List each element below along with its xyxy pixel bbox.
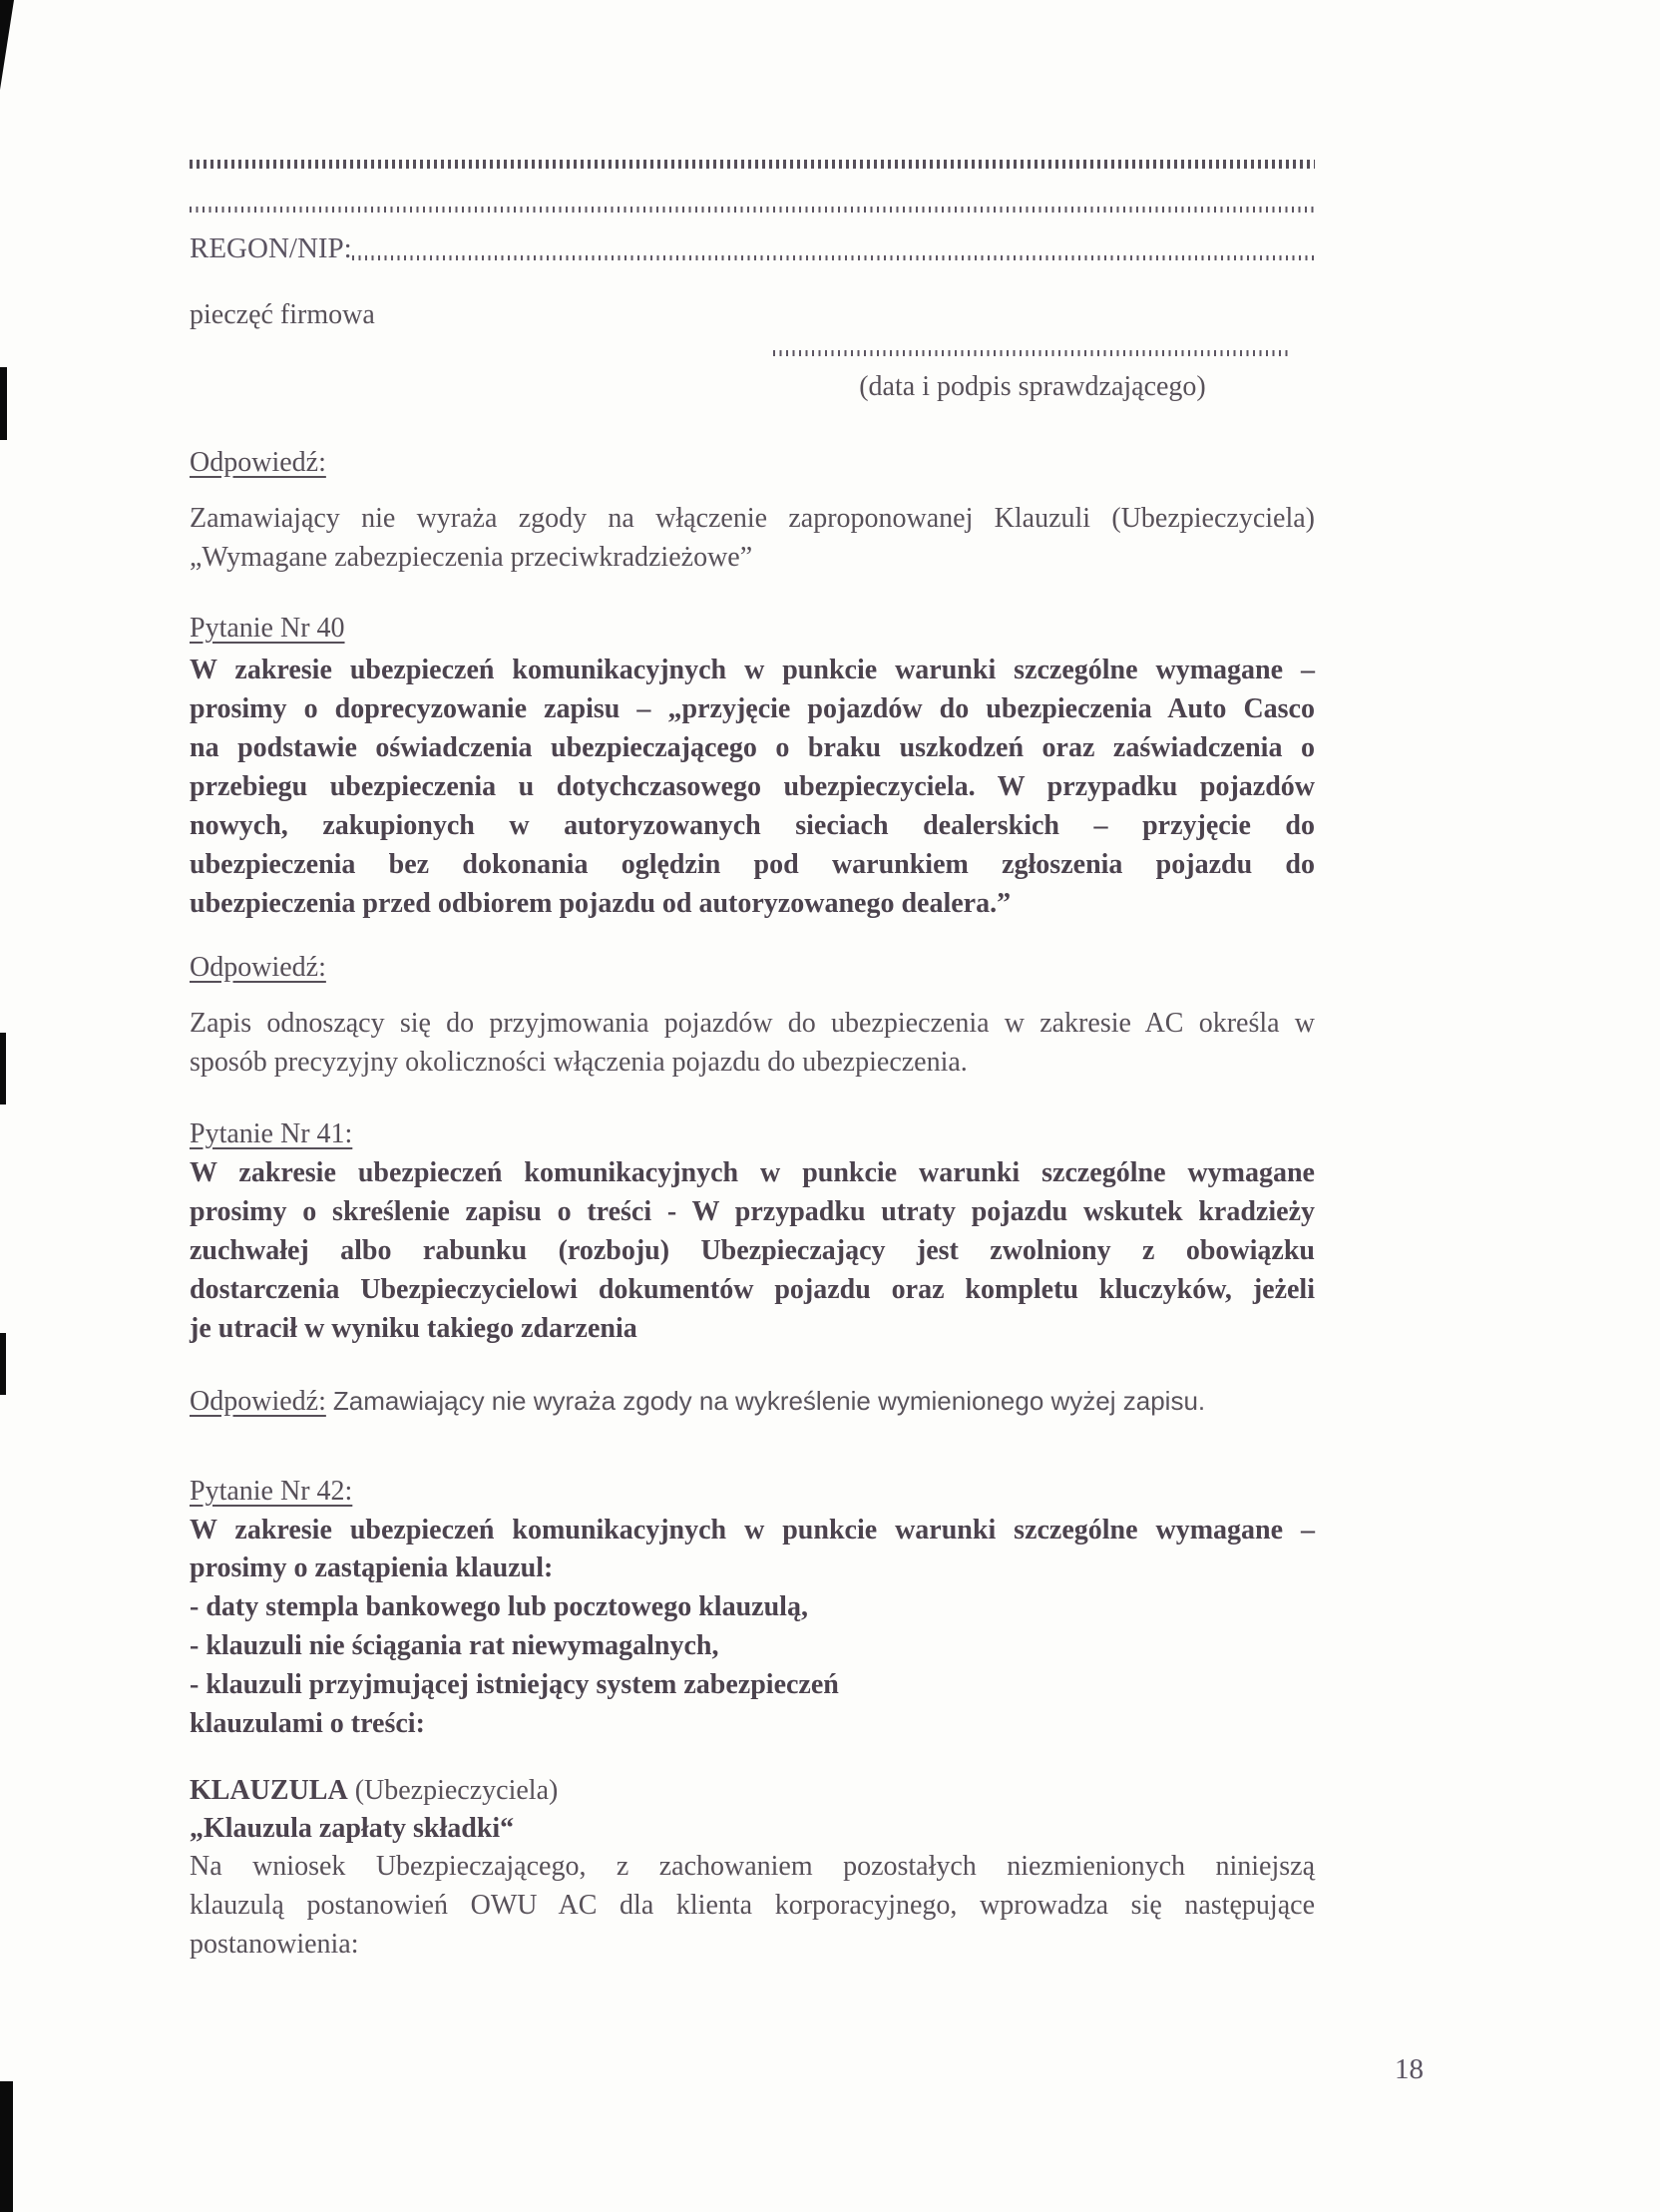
clause-title-regular: (Ubezpieczyciela) [347,1775,559,1806]
response-40-heading: Odpowiedź: [190,952,326,983]
question-40-heading: Pytanie Nr 40 [190,613,345,644]
text-line: sposób precyzyjny okoliczności włączenia pojazdu do ubezpieczenia. [190,1047,968,1078]
question-42-heading: Pytanie Nr 42: [190,1476,353,1507]
scan-artifact-left-1 [0,367,7,440]
clause-title-row [190,1771,558,1810]
question-41-paragraph [190,1153,1315,1348]
text-line: przebiegu ubezpieczenia u dotychczasowego ubezpieczyciela. W przypadku pojazdów [190,771,1315,802]
regon-nip-row [190,231,1315,265]
text-line: prosimy o zastąpienia klauzul: [190,1552,554,1583]
scan-artifact-left-3 [0,1333,6,1395]
question-40-paragraph [190,651,1315,923]
question-42-intro-line: W zakresie ubezpieczeń komunikacyjnych w punkcie warunki szczególne wymagane – [190,1515,1315,1546]
text-line: Zapis odnoszący się do przyjmowania pojazdów do ubezpieczenia w zakresie AC określa w [190,1008,1315,1039]
response-41-row [190,1382,1347,1421]
text-line: zuchwałej albo rabunku (rozboju) Ubezpieczający jest zwolniony z obowiązku [190,1235,1315,1266]
text-line: W zakresie ubezpieczeń komunikacyjnych w punkcie warunki szczególne wymagane [190,1157,1315,1188]
text-line: nowych, zakupionych w autoryzowanych sieciach dealerskich – przyjęcie do [190,810,1315,841]
company-stamp-label: pieczęć firmowa [190,299,375,330]
response-39-paragraph [190,499,1315,577]
regon-nip-dotted-field [352,255,1315,260]
signature-caption: (data i podpis sprawdzającego) [859,371,1206,402]
text-line: na podstawie oświadczenia ubezpieczającego o braku uszkodzeń oraz zaświadczenia o [190,732,1315,763]
text-line: - klauzuli nie ściągania rat niewymagalnych, [190,1630,719,1661]
text-line: je utracił w wyniku takiego zdarzenia [190,1313,637,1344]
clause-title-bold: KLAUZULA [190,1775,348,1806]
response-39-heading: Odpowiedź: [190,447,326,478]
dotted-line-2 [190,207,1315,213]
text-line: postanowienia: [190,1929,359,1960]
text-line: Zamawiający nie wyraża zgody na włączenie zaproponowanej Klauzuli (Ubezpieczyciela) [190,503,1315,534]
clause-subtitle: „Klauzula zapłaty składki“ [190,1813,515,1844]
text-line: ubezpieczenia przed odbiorem pojazdu od autoryzowanego dealera.” [190,888,1012,919]
text-line: - daty stempla bankowego lub pocztowego klauzulą, [190,1591,808,1622]
response-41-heading: Odpowiedź: [190,1386,326,1417]
scan-artifact-left-2 [0,1033,6,1105]
scan-artifact-top-left [0,0,14,90]
question-41-heading: Pytanie Nr 41: [190,1118,353,1149]
text-line: klauzulą postanowień OWU AC dla klienta korporacyjnego, wprowadza się następujące [190,1890,1315,1921]
text-line: dostarczenia Ubezpieczycielowi dokumentów pojazdu oraz kompletu kluczyków, jeżeli [190,1274,1315,1305]
text-line: Na wniosek Ubezpieczającego, z zachowaniem pozostałych niezmienionych niniejszą [190,1851,1315,1882]
text-line: „Wymagane zabezpieczenia przeciwkradzieżowe” [190,542,753,573]
response-41-text: Zamawiający nie wyraża zgody na wykreślenie wymienionego wyżej zapisu. [332,1386,1206,1416]
scan-artifact-bottom-left [0,2081,13,2212]
text-line: prosimy o skreślenie zapisu o treści - W przypadku utraty pojazdu wskutek kradzieży [190,1196,1315,1227]
question-42-list [190,1548,1315,1743]
signature-dotted-line [773,350,1292,356]
clause-paragraph [190,1847,1315,1964]
dotted-line-1 [190,160,1315,169]
text-line: ubezpieczenia bez dokonania oględzin pod warunkiem zgłoszenia pojazdu do [190,849,1315,880]
text-line: klauzulami o treści: [190,1708,425,1739]
text-line: prosimy o doprecyzowanie zapisu – „przyjęcie pojazdów do ubezpieczenia Auto Casco [190,693,1315,724]
regon-nip-label: REGON/NIP: [190,232,352,264]
text-line: W zakresie ubezpieczeń komunikacyjnych w punkcie warunki szczególne wymagane – [190,655,1315,685]
response-40-paragraph [190,1004,1315,1082]
text-line: - klauzuli przyjmującej istniejący system zabezpieczeń [190,1669,839,1700]
page-number: 18 [1395,2053,1424,2085]
